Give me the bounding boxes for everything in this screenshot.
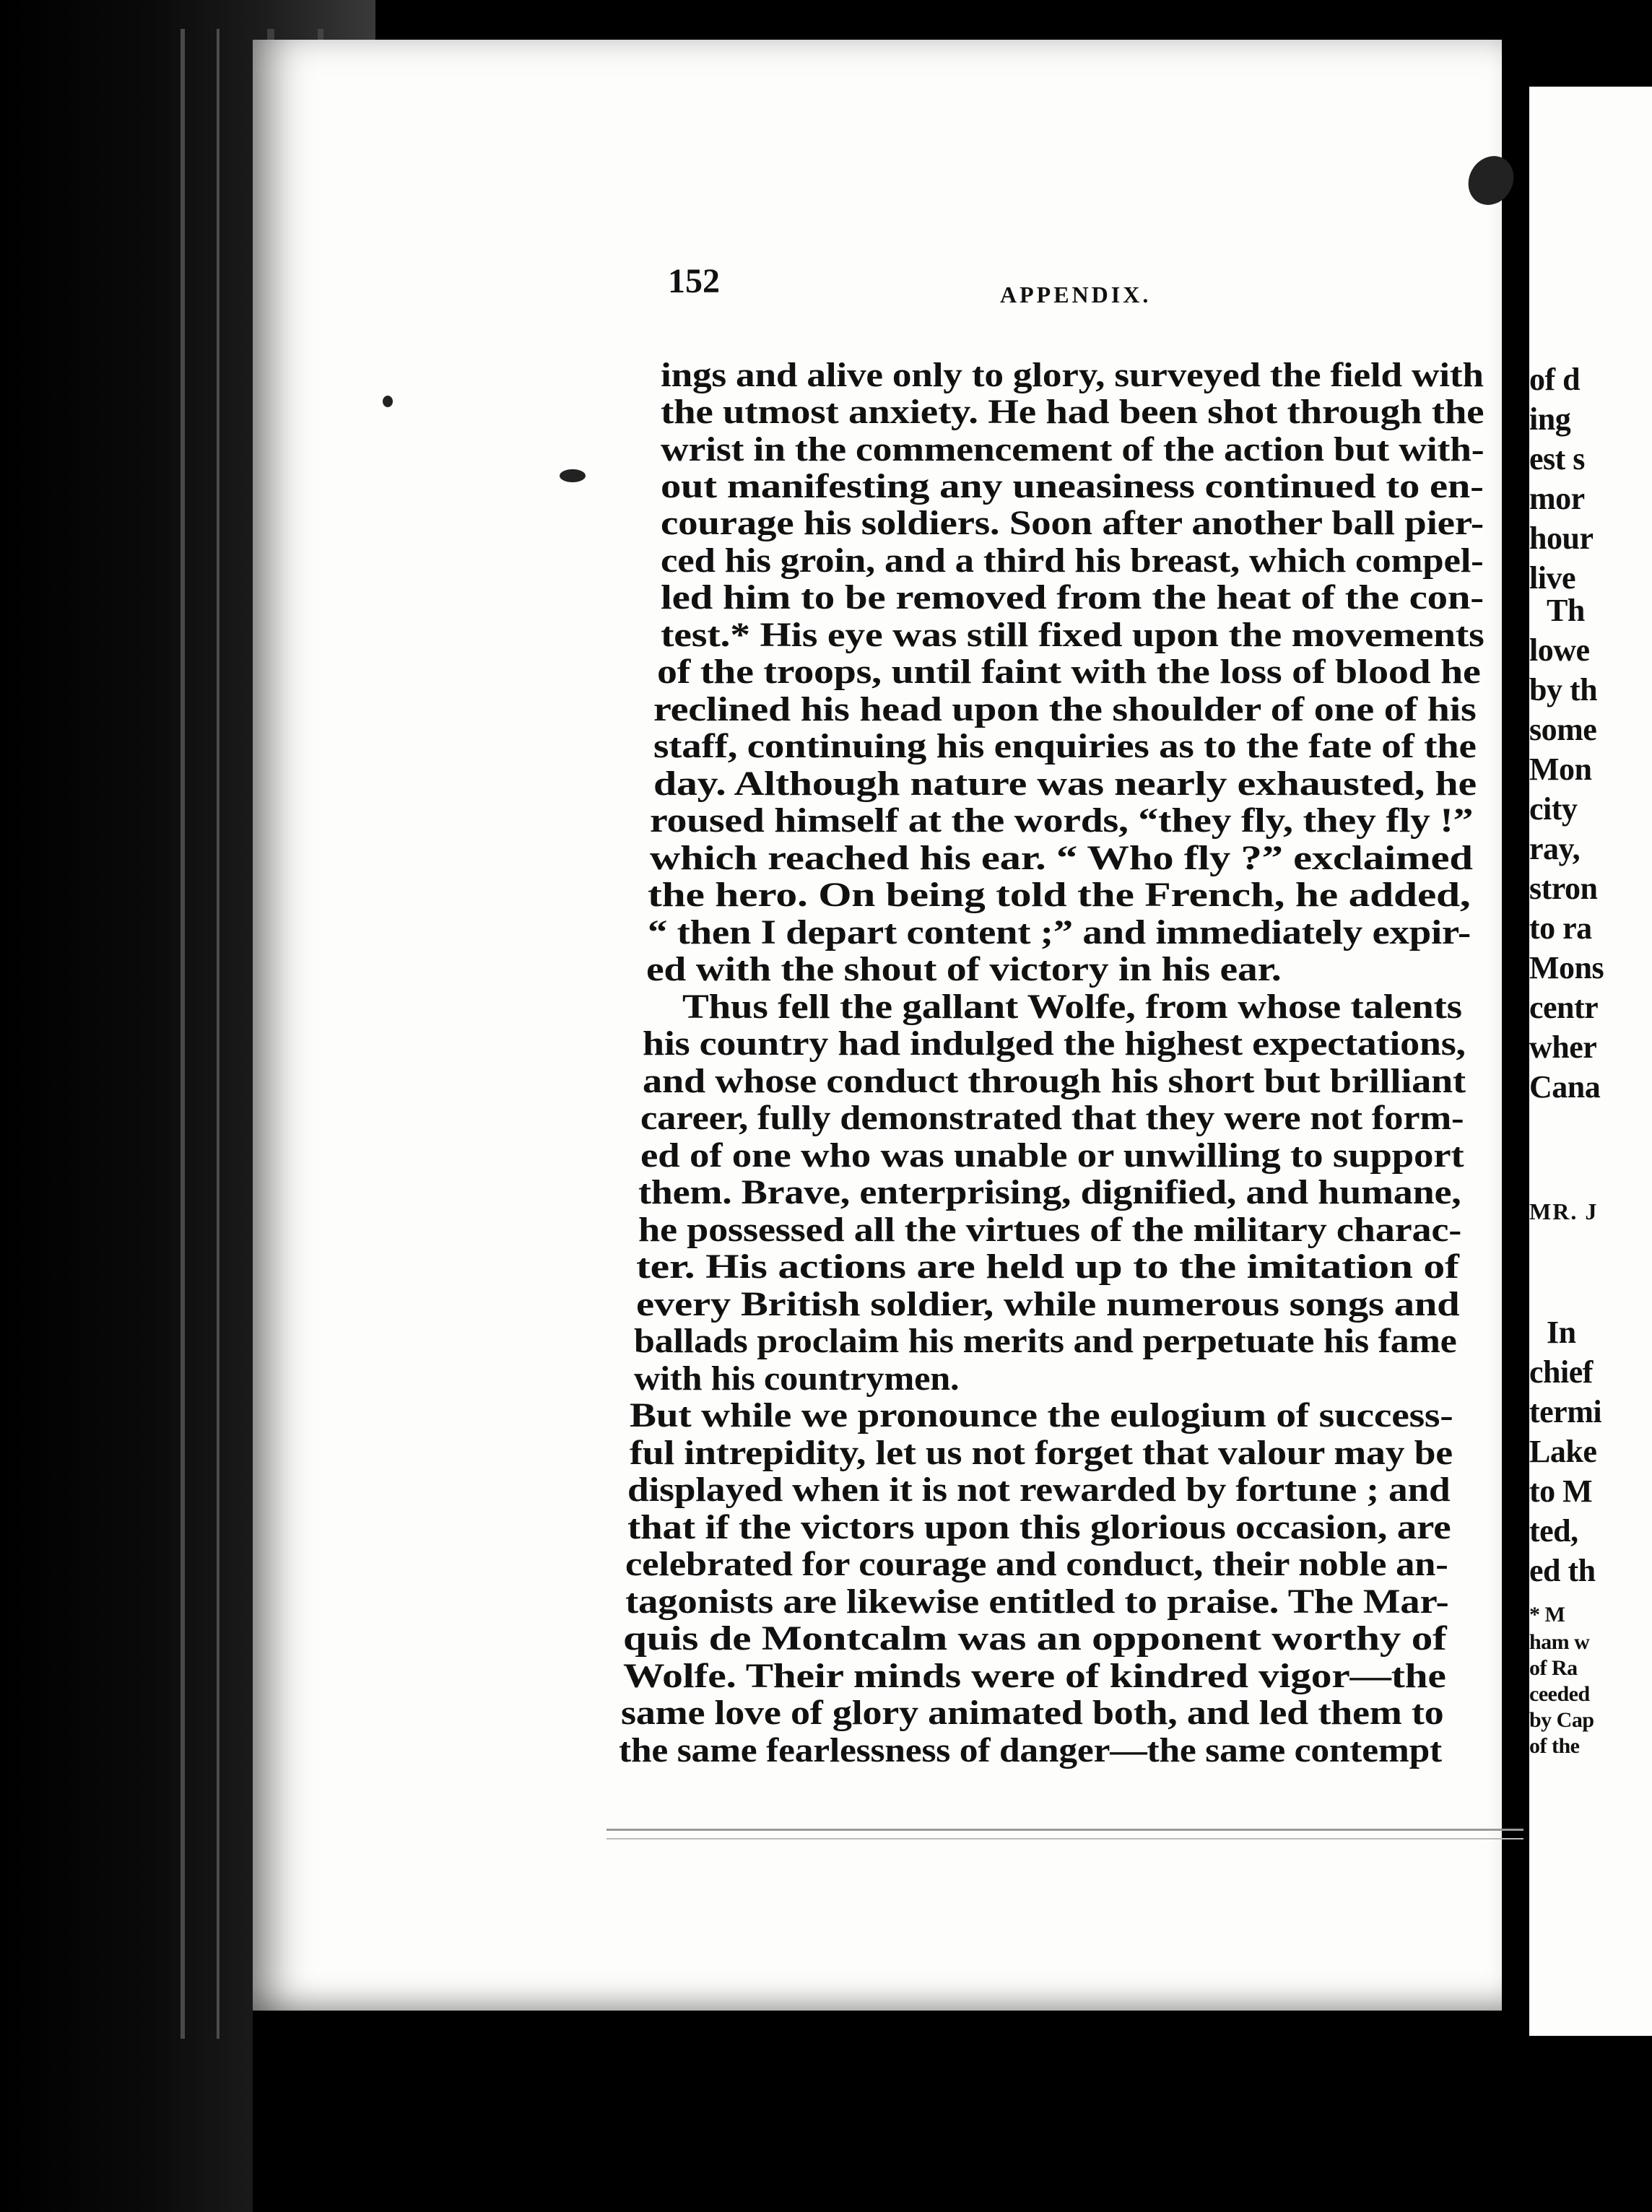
facing-page-fragment: of d [1529, 362, 1581, 397]
text-line: every British soldier, while numerous songs and [636, 1285, 1460, 1323]
text-line: he possessed all the virtues of the military charac- [638, 1211, 1462, 1249]
facing-page-fragment: lowe [1529, 632, 1590, 668]
text-line: career, fully demonstrated that they were not form- [640, 1099, 1464, 1137]
text-line: ced his groin, and a third his breast, which compel- [661, 541, 1484, 580]
facing-page-fragment: ed th [1529, 1553, 1596, 1588]
facing-page-fragment: chief [1529, 1354, 1593, 1390]
facing-page-fragment: wher [1529, 1029, 1597, 1065]
text-line: day. Although nature was nearly exhausted, he [653, 765, 1477, 803]
text-line: courage his soldiers. Soon after another ball pier- [661, 504, 1484, 542]
facing-page-fragment: Th [1547, 593, 1585, 628]
facing-page-fragment: MR. J [1529, 1198, 1599, 1224]
spine-streak [217, 29, 219, 2039]
facing-page-fragment: to M [1529, 1473, 1593, 1509]
text-line: quis de Montcalm was an opponent worthy of [623, 1619, 1447, 1658]
text-line: led him to be removed from the heat of the con- [661, 578, 1484, 617]
text-line: roused himself at the words, “they fly, they fly !” [650, 801, 1474, 840]
facing-page-fragment: centr [1529, 990, 1599, 1025]
facing-page-fragment: ted, [1529, 1513, 1578, 1549]
text-line: reclined his head upon the shoulder of one of his [653, 690, 1477, 728]
text-line: and whose conduct through his short but brilliant [643, 1062, 1466, 1100]
text-line: wrist in the commencement of the action but with- [661, 430, 1484, 469]
running-head: APPENDIX. [1000, 282, 1152, 308]
facing-page-fragment: ceeded [1529, 1682, 1590, 1706]
text-line: staff, continuing his enquiries as to the fate of the [653, 727, 1477, 765]
text-line: the same fearlessness of danger—the same contempt [619, 1731, 1442, 1769]
text-line: out manifesting any uneasiness continued to en- [661, 467, 1484, 505]
facing-page-fragment: live [1529, 560, 1575, 596]
text-line: ful intrepidity, let us not forget that valour may be [630, 1434, 1453, 1472]
facing-page-fragment: Lake [1529, 1434, 1597, 1469]
page-number: 152 [668, 262, 720, 300]
text-line: the hero. On being told the French, he added, [648, 876, 1471, 914]
text-line: the utmost anxiety. He had been shot through the [661, 393, 1484, 431]
text-line: “ then I depart content ;” and immediately expir- [648, 913, 1471, 952]
ink-speck [383, 396, 393, 407]
page-bottom-rule [607, 1829, 1523, 1831]
facing-page-fragment: by Cap [1529, 1708, 1594, 1732]
text-line: ings and alive only to glory, surveyed the field with [661, 356, 1484, 394]
facing-page-fragment: to ra [1529, 910, 1592, 946]
facing-page-fragment: of the [1529, 1734, 1580, 1758]
ink-speck [560, 469, 586, 482]
facing-page-fragment: ray, [1529, 831, 1581, 866]
text-line: ter. His actions are held up to the imitation of [636, 1247, 1459, 1286]
facing-page [1523, 87, 1652, 2036]
facing-page-fragment: of Ra [1529, 1656, 1578, 1680]
text-line: But while we pronounce the eulogium of success- [630, 1396, 1453, 1434]
facing-page-fragment: * M [1529, 1603, 1565, 1627]
text-line: of the troops, until faint with the loss of blood he [657, 653, 1481, 691]
page-bottom-rule [607, 1838, 1523, 1839]
facing-page-fragment: stron [1529, 871, 1598, 906]
text-line: ed with the shout of victory in his ear. [646, 950, 1282, 988]
text-line: Wolfe. Their minds were of kindred vigor—the [623, 1657, 1446, 1695]
facing-page-fragment: ham w [1529, 1630, 1590, 1654]
facing-page-fragment: Cana [1529, 1069, 1601, 1105]
facing-page-fragment: city [1529, 791, 1578, 827]
text-line: tagonists are likewise entitled to praise. The Mar- [625, 1582, 1449, 1621]
facing-page-fragment: hour [1529, 521, 1594, 556]
text-line: them. Brave, enterprising, dignified, and humane, [638, 1173, 1461, 1211]
facing-page-fragment: mor [1529, 481, 1585, 516]
text-line: displayed when it is not rewarded by fortune ; and [627, 1471, 1451, 1509]
text-line: ed of one who was unable or unwilling to support [640, 1136, 1464, 1175]
text-line: with his countrymen. [634, 1359, 960, 1398]
text-line: same love of glory animated both, and led them to [621, 1694, 1444, 1732]
facing-page-fragment: termi [1529, 1394, 1602, 1429]
facing-page-fragment: est s [1529, 441, 1585, 476]
text-line: celebrated for courage and conduct, their noble an- [625, 1545, 1448, 1583]
text-line: that if the victors upon this glorious occasion, are [627, 1508, 1451, 1546]
facing-page-fragment: ing [1529, 401, 1571, 437]
text-line: ballads proclaim his merits and perpetuate his fame [634, 1322, 1457, 1360]
facing-page-fragment: some [1529, 712, 1597, 747]
text-line: which reached his ear. “ Who fly ?” exclaimed [650, 839, 1473, 877]
facing-page-fragment: Mons [1529, 950, 1604, 985]
page-bottom-shadow [253, 2011, 1625, 2212]
facing-page-fragment: In [1547, 1315, 1576, 1350]
facing-page-fragment: by th [1529, 672, 1598, 707]
text-line: test.* His eye was still fixed upon the movements [661, 616, 1484, 654]
text-line: his country had indulged the highest expectations, [643, 1024, 1466, 1063]
facing-page-fragment: Mon [1529, 752, 1592, 787]
spine-streak [181, 29, 185, 2039]
text-line: Thus fell the gallant Wolfe, from whose talents [682, 988, 1462, 1026]
